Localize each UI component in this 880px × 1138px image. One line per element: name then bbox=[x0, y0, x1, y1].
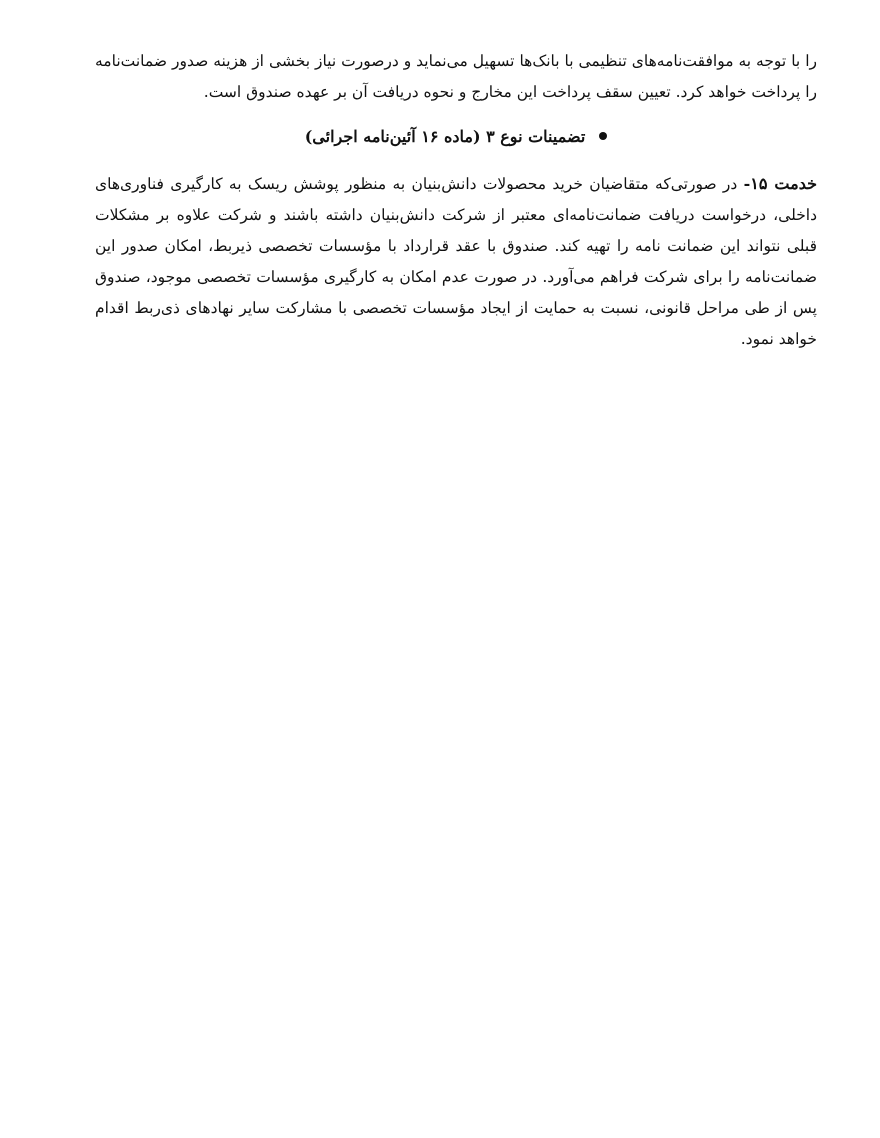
intro-paragraph: را با توجه به موافقت‌نامه‌های تنظیمی با بانک‌ها تسهیل می‌نماید و درصورت نیاز بخشی از هزینه صدور ضمانت‌نامه را پرداخت خواهد کرد. تعیین سقف پرداخت این مخارج و نحوه دریافت آن بر عهده صندوق است. bbox=[95, 52, 817, 101]
section-heading-row bbox=[95, 120, 817, 152]
bullet-icon bbox=[599, 132, 607, 140]
section-heading: تضمینات نوع ۳ (ماده ۱۶ آئین‌نامه اجرائی) bbox=[304, 126, 586, 146]
service-label: خدمت ۱۵- bbox=[743, 174, 817, 193]
document-page bbox=[95, 46, 817, 355]
service-paragraph bbox=[95, 168, 817, 355]
service-body: در صورتی‌که متقاضیان خرید محصولات دانش‌بنیان به منظور پوشش ریسک به کارگیری فناوری‌های داخلی، درخواست دریافت ضمانت‌نامه‌ای معتبر از شرکت دانش‌بنیان داشته باشند و شرکت علاوه بر مشکلات قبلی نتواند این ضمانت نامه را تهیه کند. صندوق با عقد قرارداد با مؤسسات تخصصی ذیربط، امکان صدور این ضمانت‌نامه را برای شرکت فراهم می‌آورد. در صورت عدم امکان به کارگیری مؤسسات تخصصی موجود، صندوق پس از طی مراحل قانونی، نسبت به حمایت از ایجاد مؤسسات تخصصی با مشارکت سایر نهادهای ذی‌ربط اقدام خواهد نمود. bbox=[95, 175, 817, 348]
